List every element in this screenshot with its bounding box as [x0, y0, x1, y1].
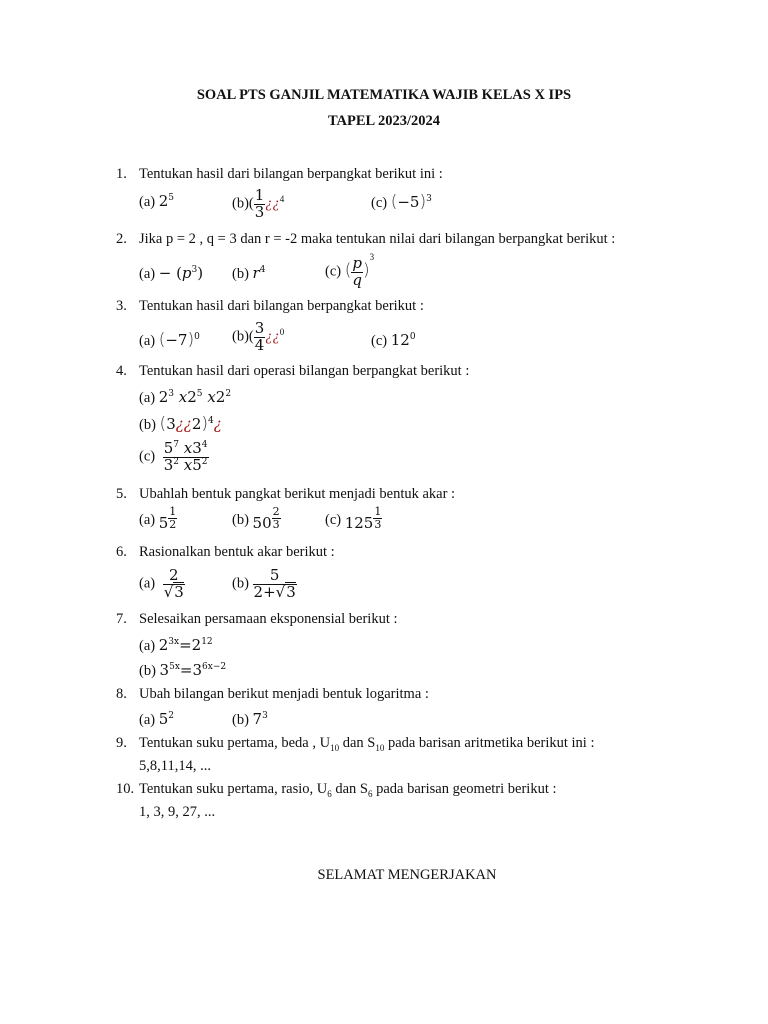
option-c: (c) 125 $\frac{1}{3}$	[325, 505, 382, 532]
option-a: $(a) - (p^3)$	[139, 264, 204, 282]
question-text: Selesaikan persamaan eksponensial berikut :	[139, 611, 398, 627]
question-number: 9.	[116, 735, 127, 751]
question-text: Tentukan hasil dari bilangan berpangkat berikut :	[139, 298, 424, 314]
fraction: $\frac{5^7 x3^4}{3^2 x5^2}$	[163, 439, 208, 474]
option-c: (c) $(-5)^3$	[371, 192, 432, 212]
option-a: (a) $2^3$ $x2^5$ $x2^2$	[139, 388, 232, 406]
sqrt-icon: √	[163, 582, 174, 601]
question-text: Rasionalkan bentuk akar berikut :	[139, 544, 335, 560]
question-text: Ubahlah bentuk pangkat berikut menjadi bentuk akar :	[139, 486, 456, 502]
fraction: $\frac{3}{4}$	[254, 319, 265, 354]
fraction: $\frac{1}{3}$	[254, 186, 265, 221]
question-text: Tentukan hasil dari operasi bilangan berpangkat berikut :	[139, 363, 470, 379]
option-a: (a) $(-7)^0$	[139, 330, 200, 350]
math-expression: 50 $\frac{2}{3}$	[252, 505, 280, 532]
fraction: $\frac{5}{2+√3}$	[253, 566, 296, 601]
fraction: $\frac{p}{q}$	[352, 254, 362, 289]
option-a: (a) $2^5$	[139, 192, 174, 210]
option-b: (b)( $\frac{3}{4}$ ¿¿$^0$	[232, 319, 285, 354]
question-number: 2.	[116, 231, 127, 247]
math-expression: $(-7)^0$	[158, 330, 200, 350]
question-number: 8.	[116, 686, 127, 702]
option-b: (b) $7^3$	[232, 710, 268, 728]
option-b: (b) $r^4$	[232, 264, 266, 282]
fraction: $\frac{2}{√3}$	[163, 566, 184, 601]
math-expression: $2^3$ $x2^5$ $x2^2$	[158, 388, 232, 406]
option-b: (b) $\frac{5}{2+√3}$	[232, 566, 296, 601]
math-expression: (3¿¿2)$^4$¿	[159, 414, 222, 434]
math-expression: 125 $\frac{1}{3}$	[344, 505, 382, 532]
question-text: Jika p = 2 , q = 3 dan r = -2 maka tentukan nilai dari bilangan berpangkat berikut :	[139, 231, 616, 247]
closing-text: SELAMAT MENGERJAKAN	[317, 867, 497, 883]
page-subtitle: TAPEL 2023/2024	[327, 113, 441, 129]
question-number: 7.	[116, 611, 127, 627]
math-expression: $3^{5x}=3^{6x-2}$	[159, 661, 227, 679]
question-text: Ubah bilangan berikut menjadi bentuk logaritma :	[139, 686, 429, 702]
question-number: 10.	[116, 781, 135, 797]
page-title: SOAL PTS GANJIL MATEMATIKA WAJIB KELAS X IPS	[196, 87, 572, 103]
option-a: (a) 5 $\frac{1}{2}$	[139, 505, 177, 532]
question-number: 4.	[116, 363, 127, 379]
option-b: (b) 50 $\frac{2}{3}$	[232, 505, 280, 532]
option-c: (c) $12^0$	[371, 331, 416, 349]
question-number: 1.	[116, 166, 127, 182]
sequence: 1, 3, 9, 27, ...	[139, 804, 216, 820]
math-expression: $r^4$	[252, 264, 266, 282]
math-expression: $5^2$	[158, 710, 174, 728]
question-number: 3.	[116, 298, 127, 314]
math-expression: $(-5)^3$	[390, 192, 432, 212]
question-number: 6.	[116, 544, 127, 560]
option-c: (c) $\frac{5^7 x3^4}{3^2 x5^2}$	[139, 439, 208, 474]
question-text: Tentukan suku pertama, rasio, $U_6$ dan $S_6$ pada barisan geometri berikut :	[139, 781, 557, 799]
math-expression: $7^3$	[252, 710, 268, 728]
option-a: (a) $5^2$	[139, 710, 174, 728]
question-text: Tentukan hasil dari bilangan berpangkat berikut ini :	[139, 166, 443, 182]
sqrt-icon: √	[275, 582, 286, 601]
option-b: (b) $3^{5x}=3^{6x-2}$	[139, 661, 227, 679]
math-expression: $2^5$	[158, 192, 174, 210]
sequence: 5,8,11,14, ...	[139, 758, 211, 774]
option-b: (b) (3¿¿2)$^4$¿	[139, 414, 222, 434]
option-a: (a) $2^{3x}=2^{12}$	[139, 636, 213, 654]
option-b: (b)( $\frac{1}{3}$ ¿¿$^4$	[232, 186, 285, 221]
question-number: 5.	[116, 486, 127, 502]
math-expression: $12^0$	[390, 331, 416, 349]
option-a: (a) $\frac{2}{√3}$	[139, 566, 184, 601]
math-expression: 5 $\frac{1}{2}$	[158, 505, 177, 532]
math-expression: $2^{3x}=2^{12}$	[158, 636, 213, 654]
math-expression: − $(p^3)$	[158, 264, 204, 282]
question-text: Tentukan suku pertama, beda , $U_{10}$ dan $S_{10}$ pada barisan aritmetika berikut ini :	[139, 735, 595, 753]
option-c: (c) ( $\frac{p}{q}$ )$^3$	[325, 251, 375, 289]
